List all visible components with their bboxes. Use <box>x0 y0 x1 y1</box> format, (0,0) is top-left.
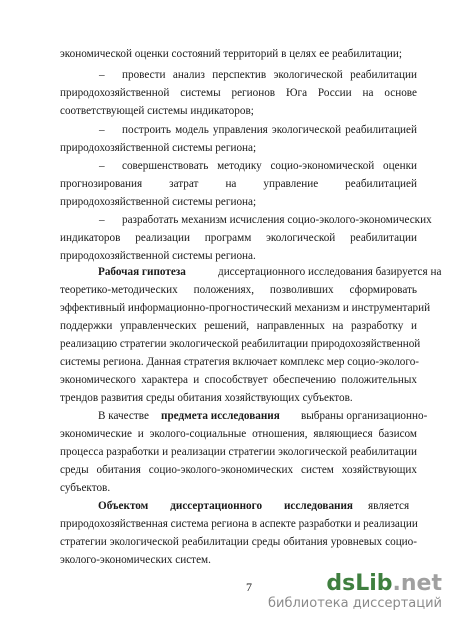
logo-part-a: dsLib <box>326 571 393 596</box>
text-line: соответствующей системы индикаторов; <box>60 105 254 117</box>
text-line: природохозяйственная система региона в аспекте разработки и реализации <box>60 518 418 530</box>
list-dash: – <box>99 69 105 81</box>
text-line: природохозяйственной системы региона; <box>60 196 257 208</box>
text-line: теоретико-методических положениях, позволивших сформировать <box>60 284 417 296</box>
text-line: природохозяйственной системы регионов Юга России на основе <box>60 87 417 99</box>
text-line: индикаторов реализации программ экологической реабилитации <box>60 232 417 244</box>
list-dash: – <box>99 160 105 172</box>
text-line: стратегии экологической реабилитации среды обитания уровневых социо- <box>60 536 417 548</box>
text-line: выбраны организационно- <box>301 410 428 422</box>
text-line: является <box>368 500 410 512</box>
dslib-watermark <box>268 572 442 612</box>
text-line: совершенствовать методику социо-экономической оценки <box>122 160 417 172</box>
text-line: среды обитания социо-эколого-экономических систем хозяйствующих <box>60 464 417 476</box>
dslib-logo <box>268 572 442 596</box>
subject-label: предмета исследования <box>161 410 280 422</box>
text-line: экономические и эколого-социальные отношения, являющиеся базисом <box>60 428 417 440</box>
watermark-subtitle: библиотека диссертаций <box>268 596 442 611</box>
page-number: 7 <box>246 580 252 594</box>
text-line: эколого-экономических систем. <box>60 554 211 566</box>
list-dash: – <box>99 214 105 226</box>
text-line: природохозяйственной системы региона. <box>60 250 256 262</box>
text-line: диссертационного исследования базируется на <box>218 266 442 278</box>
logo-part-b: .net <box>392 571 442 596</box>
text-line: природохозяйственной системы региона; <box>60 142 257 154</box>
text-line: построить модель управления экологической реабилитацией <box>122 124 417 136</box>
text-line: трендов развития среды обитания хозяйствующих субъектов. <box>60 392 353 404</box>
object-label: Объектом диссертационного исследования <box>98 500 353 512</box>
text-line: реализацию стратегии экологической реабилитации природохозяйственной <box>60 338 421 350</box>
text-line: разработать механизм исчисления социо-эколого-экономических <box>122 214 432 226</box>
text-line: экономического характера и способствует обеспечению положительных <box>60 374 417 386</box>
text-line: системы региона. Данная стратегия включает комплекс мер социо-эколого- <box>60 356 420 368</box>
text-line: провести анализ перспектив экологической реабилитации <box>122 69 417 81</box>
text-line: прогнозирования затрат на управление реабилитацией <box>60 178 417 190</box>
text-line: эффективный информационно-прогностический механизм и инструментарий <box>60 302 431 314</box>
text-line: поддержки управленческих решений, направленных на разработку и <box>60 320 417 332</box>
text-line: экономической оценки состояний территорий в целях ее реабилитации; <box>60 48 402 60</box>
text-line: субъектов. <box>60 482 111 494</box>
list-dash: – <box>99 124 105 136</box>
hypothesis-label: Рабочая гипотеза <box>98 266 186 278</box>
text-line: процесса разработки и реализации стратегии экологической реабилитации <box>60 446 417 458</box>
subject-lead: В качестве <box>98 410 149 422</box>
